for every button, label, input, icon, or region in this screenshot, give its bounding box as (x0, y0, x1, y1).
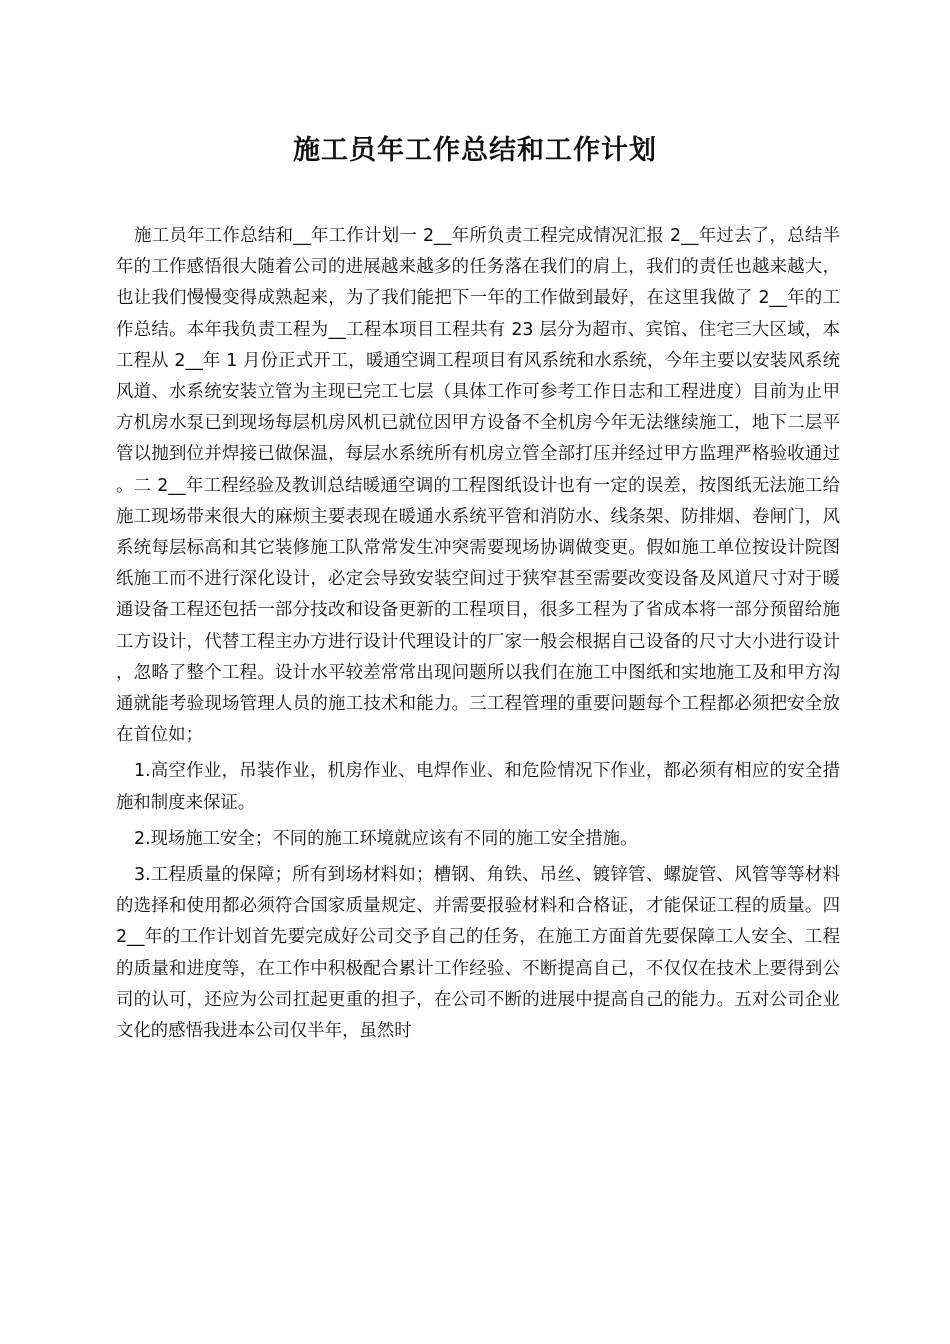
document-body (116, 221, 840, 1047)
paragraph-item-1: 1.高空作业，吊装作业，机房作业、电焊作业、和危险情况下作业，都必须有相应的安全措施和制度来保证。 (116, 761, 840, 813)
paragraph-item-2: 2.现场施工安全；不同的施工环境就应该有不同的施工安全措施。 (134, 828, 638, 849)
document-title: 施工员年工作总结和工作计划 (293, 135, 657, 166)
paragraph-item-3: 3.工程质量的保障；所有到场材料如；槽钢、角铁、吊丝、镀锌管、螺旋管、风管等等材料的选择和使用都必须符合国家质量规定、并需要报验材料和合格证，才能保证工程的质量。四 2__年的工作计划首先要完成好公司交予自己的任务，在施工方面首先要保障工人安全、工程的质量和进度等，在工作中积极配合累计工作经验、不断提高自己，不仅仅在技术上要得到公司的认可，还应为公司扛起更重的担子，在公司不断的进展中提高自己的能力。五对公司企业文化的感悟我进本公司仅半年，虽然时 (116, 865, 840, 1042)
paragraph-summary: 施工员年工作总结和__年工作计划一 2__年所负责工程完成情况汇报 2__年过去了，总结半年的工作感悟很大随着公司的进展越来越多的任务落在我们的肩上，我们的责任也越来越大，也让我们慢慢变得成熟起来，为了我们能把下一年的工作做到最好，在这里我做了 2__年的工作总结。本年我负责工程为__工程本项目工程共有 23 层分为超市、宾馆、住宅三大区域，本工程从 2__年 1 月份正式开工，暖通空调工程项目有风系统和水系统，今年主要以安装风系统风道、水系统安装立管为主现已完工七层（具体工作可参考工作日志和工程进度）目前为止甲方机房水泵已到现场每层机房风机已就位因甲方设备不全机房今年无法继续施工，地下二层平管以抛到位并焊接已做保温，每层水系统所有机房立管全部打压并经过甲方监理严格验收通过。二 2__年工程经验及教训总结暖通空调的工程图纸设计也有一定的误差，按图纸无法施工给施工现场带来很大的麻烦主要表现在暖通水系统平管和消防水、线条架、防排烟、卷闸门，风系统每层标高和其它装修施工队常常发生冲突需要现场协调做变更。假如施工单位按设计院图纸施工而不进行深化设计，必定会导致安装空间过于狭窄甚至需要改变设备及风道尺寸对于暖通设备工程还包括一部分技改和设备更新的工程项目，很多工程为了省成本将一部分预留给施工方设计，代替工程主办方进行设计代理设计的厂家一般会根据自己设备的尺寸大小进行设计，忽略了整个工程。设计水平较差常常出现问题所以我们在施工中图纸和实地施工及和甲方沟通就能考验现场管理人员的施工技术和能力。三工程管理的重要问题每个工程都必须把安全放在首位如； (116, 226, 840, 746)
